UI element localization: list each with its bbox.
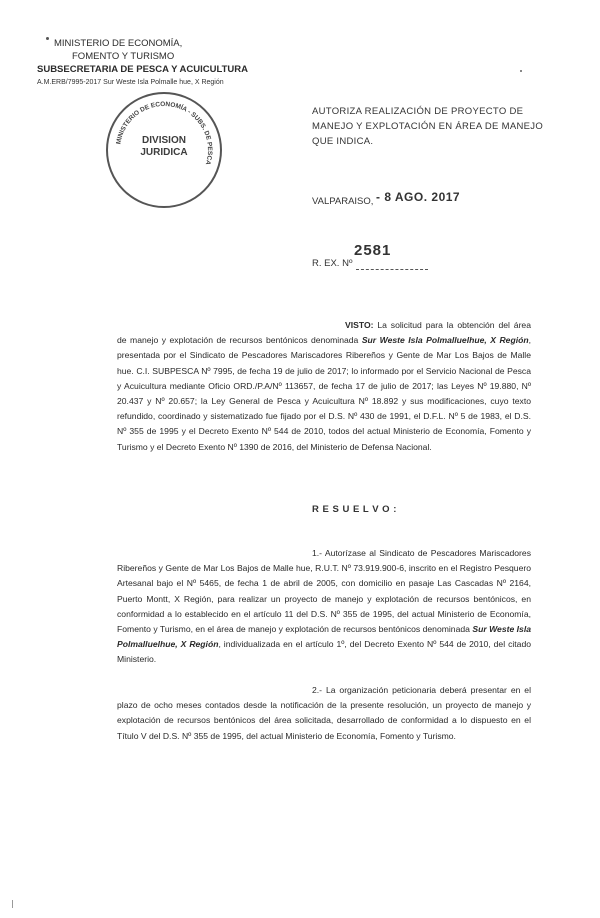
resolution-title: [312, 104, 552, 149]
header-dot: [46, 37, 49, 40]
title-line1: AUTORIZA REALIZACIÓN DE PROYECTO DE: [312, 106, 524, 117]
resuelvo-label: R E S U E L V O :: [312, 504, 397, 515]
header-ministry-line2: FOMENTO Y TURISMO: [72, 51, 175, 62]
division-juridica-stamp: [106, 92, 222, 208]
resuelvo-item1-area: Sur Weste Isla Polmalluelhue, X Región: [117, 624, 531, 650]
resolution-number: 2581: [354, 242, 392, 259]
header-ministry-line1: MINISTERIO DE ECONOMÍA,: [54, 38, 183, 49]
title-line2: MANEJO Y EXPLOTACIÓN EN ÁREA DE MANEJO: [312, 121, 544, 132]
stamp-line1: DIVISION: [142, 135, 186, 146]
stamp-ring-text: MINISTERIO DE ECONOMÍA - SUBS. DE PESCA: [115, 100, 214, 166]
margin-mark-bottom: [12, 900, 13, 908]
title-line3: QUE INDICA.: [312, 136, 374, 147]
visto-area-name: Sur Weste Isla Polmalluelhue, X Región: [361, 335, 529, 346]
resuelvo-item1-text-a: 1.- Autorízase al Sindicato de Pescadores Mariscadores Ribereños y Gente de Mar Los Bajos de Malle hue, R.U.T. Nº 73.919.900-6, inscrito en el Registro Pesquero Artesanal bajo el Nº 5465, de fecha 1 de abril de 2005, con domicilio en pasaje Las Cascadas Nº 2164, Puerto Montt, X Región, para realizar un proyecto de manejo y explotación de recursos bentónicos, en conformidad a lo establecido en el artículo 11 del D.S. Nº 355 de 1995, del actual Ministerio de Economía, Fomento y Turismo, en el área de manejo y explotación de recursos bentónicos denominada: [117, 548, 531, 635]
margin-mark: [520, 70, 522, 72]
resuelvo-item1-text-b: , individualizada en el artículo 1º, del Decreto Exento Nº 544 de 2010, del citado Ministerio.: [117, 639, 532, 665]
resolution-date: - 8 AGO. 2017: [376, 190, 461, 204]
resolution-label: R. EX. Nº: [312, 258, 353, 269]
visto-label: VISTO:: [345, 320, 374, 330]
stamp-line2: JURIDICA: [140, 147, 188, 158]
visto-paragraph: [117, 318, 531, 455]
header-subsecretaria: SUBSECRETARIA DE PESCA Y ACUICULTURA: [37, 64, 248, 75]
resuelvo-item2: 2.- La organización peticionaria deberá presentar en el plazo de ocho meses contados desde la notificación de la presente resolución, un proyecto de manejo y explotación de recursos bentónicos del área solicitada, desarrollado de conformidad a lo dispuesto en el Título V del D.S. Nº 355 de 1995, del actual Ministerio de Economía, Fomento y Turismo.: [117, 685, 531, 741]
place-label: VALPARAISO,: [312, 196, 374, 207]
header-reference: A.M.ERB/7995-2017 Sur Weste Isla Polmalle hue, X Región: [37, 79, 224, 86]
resuelvo-item1: [117, 546, 531, 668]
resolution-number-underline: [356, 269, 428, 270]
visto-text-b: , presentada por el Sindicato de Pescadores Mariscadores Ribereños y Gente de Mar Los Bajos de Malle hue. C.I. SUBPESCA Nº 7995, de fecha 19 de julio de 2017; lo informado por el Servicio Nacional de Pesca y Acuicultura mediante Oficio ORD./P.A/Nº 113657, de fecha 17 de julio de 2017; las Leyes Nº 19.880, Nº 20.437 y Nº 20.657; la Ley General de Pesca y Acuicultura Nº 18.892 y sus modificaciones, cuyo texto refundido, coordinado y sistematizado fue fijado por el D.S. Nº 430 de 1991, el D.F.L. Nº 5 de 1983, el D.S. Nº 355 de 1995 y el Decreto Exento Nº 544 de 2010, todos del actual Ministerio de Economía, Fomento y Turismo y el Decreto Exento Nº 1390 de 2016, del Ministerio de Defensa Nacional.: [117, 335, 531, 452]
visto-text-a: La solicitud para la obtención del área de manejo y explotación de recursos bentónicos denominada: [117, 320, 531, 346]
